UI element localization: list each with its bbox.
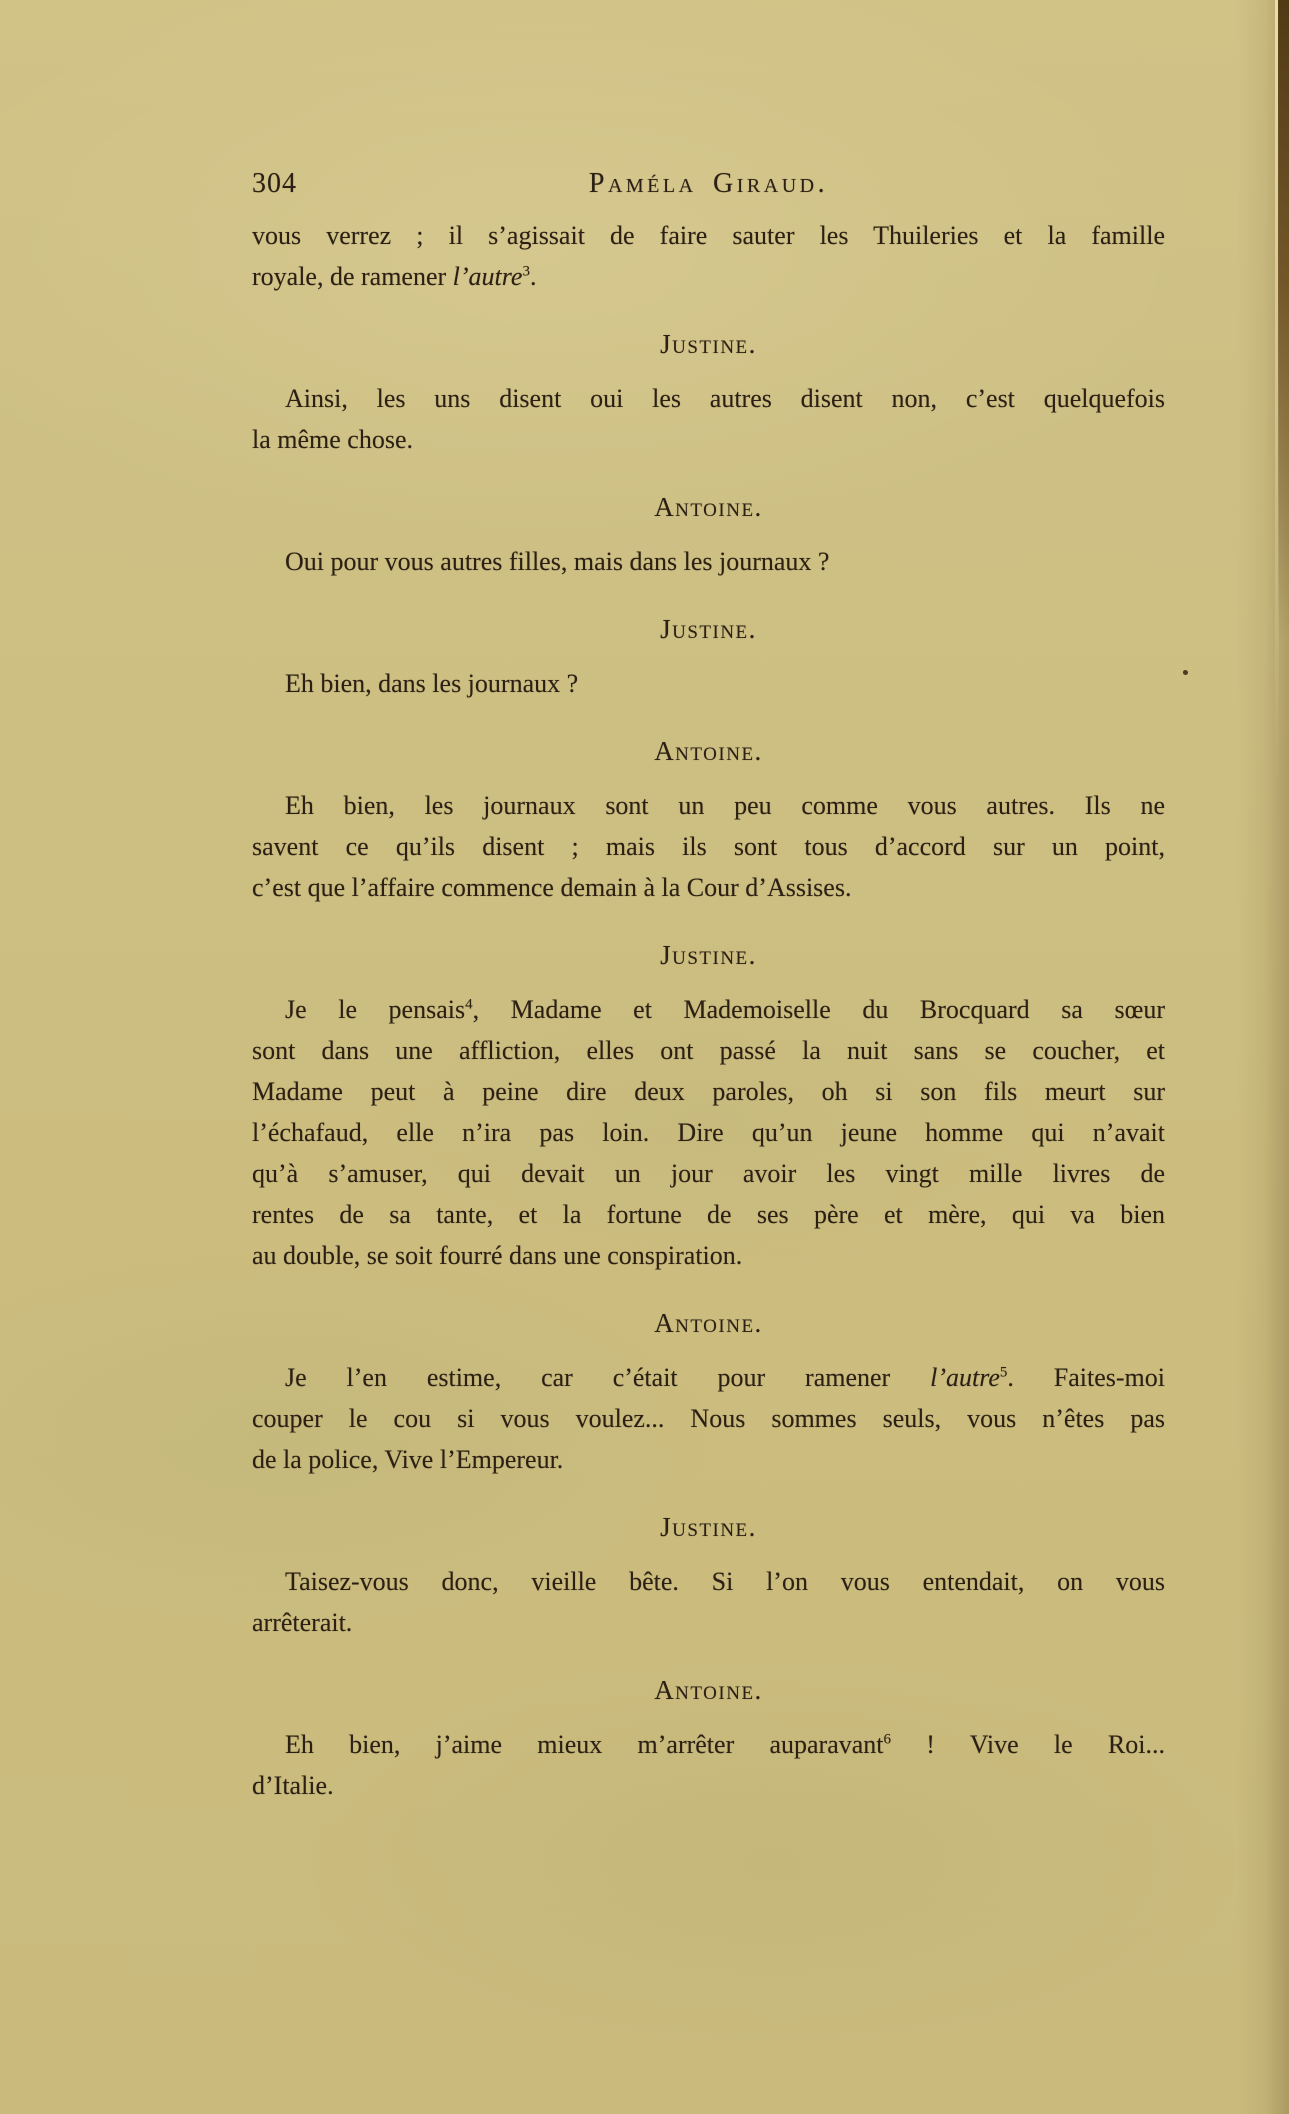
dialogue-paragraph (252, 541, 1165, 582)
text-line: Madame peut à peine dire deux paroles, oh si son fils meurt sur (252, 1077, 1165, 1106)
ink-speck (1183, 670, 1188, 675)
text-line: savent ce qu’ils disent ; mais ils sont tous d’accord sur un point, (252, 832, 1165, 861)
text-line: royale, de ramener l’autre$^3$. (252, 262, 537, 291)
text-line: vous verrez ; il s’agissait de faire sauter les Thuileries et la famille (252, 221, 1165, 250)
speaker-name: Justine. (660, 329, 757, 359)
text-line: Je l’en estime, car c’était pour ramener l’autre$^5$. Faites-moi (285, 1363, 1165, 1392)
text-line: d’Italie. (252, 1771, 334, 1800)
speaker-name: Antoine. (654, 492, 763, 522)
dialogue-paragraph (252, 989, 1165, 1276)
running-title: Paméla Giraud. (588, 168, 829, 199)
dialogue-paragraph (252, 378, 1165, 460)
speaker-name: Antoine. (654, 1308, 763, 1338)
text-line: sont dans une affliction, elles ont passé la nuit sans se coucher, et (252, 1036, 1165, 1065)
speaker-name: Justine. (660, 1512, 757, 1542)
text-line: l’échafaud, elle n’ira pas loin. Dire qu’un jeune homme qui n’avait (252, 1118, 1165, 1147)
text-line: arrêterait. (252, 1608, 353, 1637)
text-line: couper le cou si vous voulez... Nous sommes seuls, vous n’êtes pas (252, 1404, 1165, 1433)
page-number: 304 (252, 168, 297, 199)
dialogue-paragraph (252, 215, 1165, 297)
dialogue-paragraph (252, 785, 1165, 908)
speaker-name: Antoine. (654, 736, 763, 766)
text-line: la même chose. (252, 425, 413, 454)
text-line: Taisez-vous donc, vieille bête. Si l’on vous entendait, on vous (285, 1567, 1165, 1596)
dialogue-paragraph (252, 663, 1165, 704)
text-line: c’est que l’affaire commence demain à la Cour d’Assises. (252, 873, 852, 902)
page-edge-highlight (1275, 0, 1279, 920)
dialogue-paragraph (252, 1357, 1165, 1480)
text-line: Eh bien, dans les journaux ? (285, 669, 579, 698)
speaker-name: Justine. (660, 614, 757, 644)
text-column (252, 165, 1165, 1806)
text-line: de la police, Vive l’Empereur. (252, 1445, 564, 1474)
text-line: Ainsi, les uns disent oui les autres disent non, c’est quelquefois (285, 384, 1165, 413)
text-line: Oui pour vous autres filles, mais dans les journaux ? (285, 547, 830, 576)
dialogue-paragraph (252, 1724, 1165, 1806)
play-text (252, 215, 1165, 1806)
speaker-name: Justine. (660, 940, 757, 970)
page-header (252, 165, 1165, 203)
text-line: au double, se soit fourré dans une conspiration. (252, 1241, 743, 1270)
dialogue-paragraph (252, 1561, 1165, 1643)
text-line: Eh bien, j’aime mieux m’arrêter auparavant$^6$ ! Vive le Roi... (285, 1730, 1165, 1759)
text-line: Je le pensais$^4$, Madame et Mademoiselle du Brocquard sa sœur (285, 995, 1165, 1024)
book-edge (1278, 0, 1289, 640)
text-line: Eh bien, les journaux sont un peu comme vous autres. Ils ne (285, 791, 1165, 820)
text-line: qu’à s’amuser, qui devait un jour avoir les vingt mille livres de (252, 1159, 1165, 1188)
text-line: rentes de sa tante, et la fortune de ses père et mère, qui va bien (252, 1200, 1165, 1229)
speaker-name: Antoine. (654, 1675, 763, 1705)
page-edge-shadow (1237, 0, 1289, 2114)
